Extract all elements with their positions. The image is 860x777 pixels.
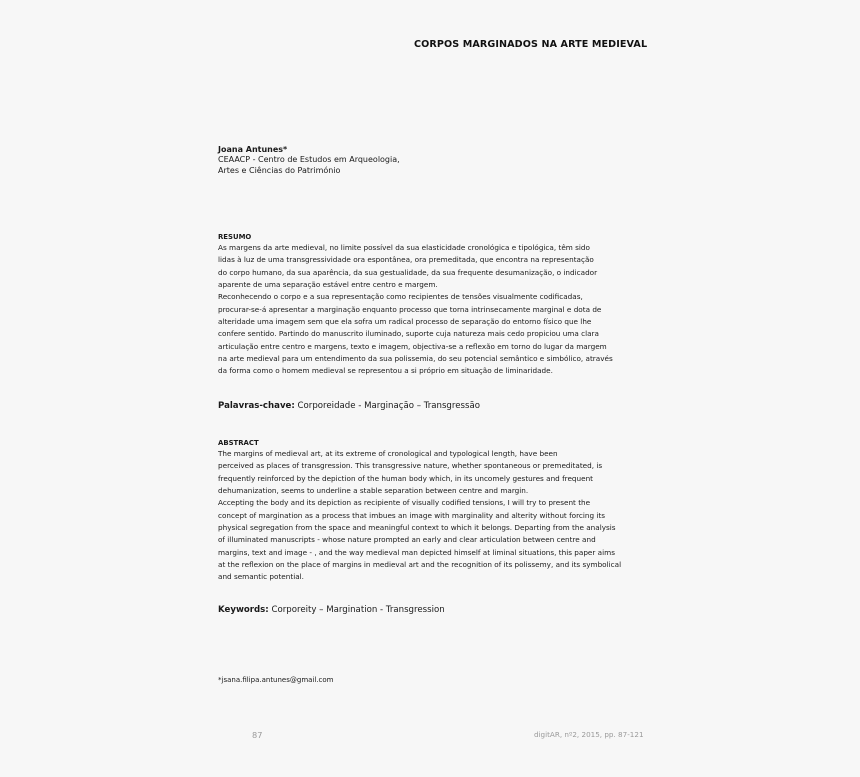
author-affiliation-line: Artes e Ciências do Património	[218, 165, 341, 175]
resumo-line: lidas à luz de uma transgressividade ora espontânea, ora premeditada, que encontra na representação	[218, 255, 594, 265]
abstract-line: The margins of medieval art, at its extreme of cronological and typological length, have been	[218, 449, 558, 458]
resumo-line: da forma como o homem medieval se representou a si próprio em situação de liminaridade.	[218, 366, 553, 376]
page-number: 87	[252, 730, 263, 740]
abstract-line: Accepting the body and its depiction as recipiente of visually codified tensions, I will try to present the	[218, 498, 591, 508]
journal-citation: digitAR, nº2, 2015, pp. 87-121	[534, 730, 644, 739]
author-name: Joana Antunes*	[218, 145, 288, 154]
abstract-line: physical segregation from the space and meaningful context to which it belongs. Departing from the analysis	[218, 523, 616, 533]
author-email-footnote: *jsana.filipa.antunes@gmail.com	[218, 676, 334, 684]
author-block	[218, 145, 400, 176]
resumo-line: aparente de uma separação estável entre centro e margem.	[218, 280, 438, 290]
abstract-line: dehumanization, seems to underline a stable separation between centre and margin.	[218, 486, 529, 496]
resumo-line: do corpo humano, da sua aparência, da sua gestualidade, da sua frequente desumanização, o indicador	[218, 267, 598, 277]
abstract-line: at the reflexion on the place of margins in medieval art and the recognition of its polissemy, and its symbolical	[218, 560, 622, 570]
palavras-chave-value: Corporeidade - Marginação – Transgressão	[294, 401, 480, 411]
abstract-line: margins, text and image - , and the way medieval man depicted himself at liminal situations, this paper aims	[218, 547, 615, 557]
resumo-line: Reconhecendo o corpo e a sua representação como recipientes de tensões visualmente codificadas,	[218, 292, 583, 302]
abstract-line: and semantic potential.	[218, 572, 304, 582]
resumo-section	[218, 233, 644, 378]
resumo-line: confere sentido. Partindo do manuscrito iluminado, suporte cuja natureza mais cedo propiciou uma clara	[218, 329, 599, 339]
abstract-section	[218, 439, 644, 584]
resumo-line: procurar-se-á apresentar a marginação enquanto processo que torna intrinsecamente marginal e dota de	[218, 304, 602, 314]
keywords-line	[218, 605, 644, 615]
resumo-line: articulação entre centro e margens, texto e imagem, objectiva-se a reflexão em torno do lugar da margem	[218, 341, 607, 351]
keywords-label: Keywords:	[218, 605, 269, 615]
abstract-line: concept of margination as a process that imbues an image with marginality and alterity without forcing its	[218, 510, 606, 520]
palavras-chave-label: Palavras-chave:	[218, 401, 295, 411]
resumo-heading: RESUMO	[218, 233, 252, 241]
abstract-heading: ABSTRACT	[218, 439, 259, 447]
resumo-line: As margens da arte medieval, no limite possível da sua elasticidade cronológica e tipológica, têm sido	[218, 243, 590, 252]
palavras-chave-line	[218, 401, 644, 411]
abstract-line: perceived as places of transgression. This transgressive nature, whether spontaneous or premeditated, is	[218, 461, 603, 471]
abstract-line: of illuminated manuscripts - whose nature prompted an early and clear articulation between centre and	[218, 535, 596, 545]
keywords-value: Corporeity – Margination - Transgression	[268, 605, 445, 615]
resumo-line: alteridade uma imagem sem que ela sofra um radical processo de separação do entorno físico que lhe	[218, 317, 592, 327]
resumo-body	[218, 242, 644, 378]
author-affiliation-line: CEAACP - Centro de Estudos em Arqueologia,	[218, 155, 400, 165]
abstract-line: frequently reinforced by the depiction of the human body which, in its uncomely gestures and frequent	[218, 473, 594, 483]
running-title: CORPOS MARGINADOS NA ARTE MEDIEVAL	[414, 39, 648, 50]
resumo-line: na arte medieval para um entendimento da sua polissemia, do seu potencial semântico e simbólico, através	[218, 354, 613, 364]
abstract-body	[218, 448, 644, 584]
